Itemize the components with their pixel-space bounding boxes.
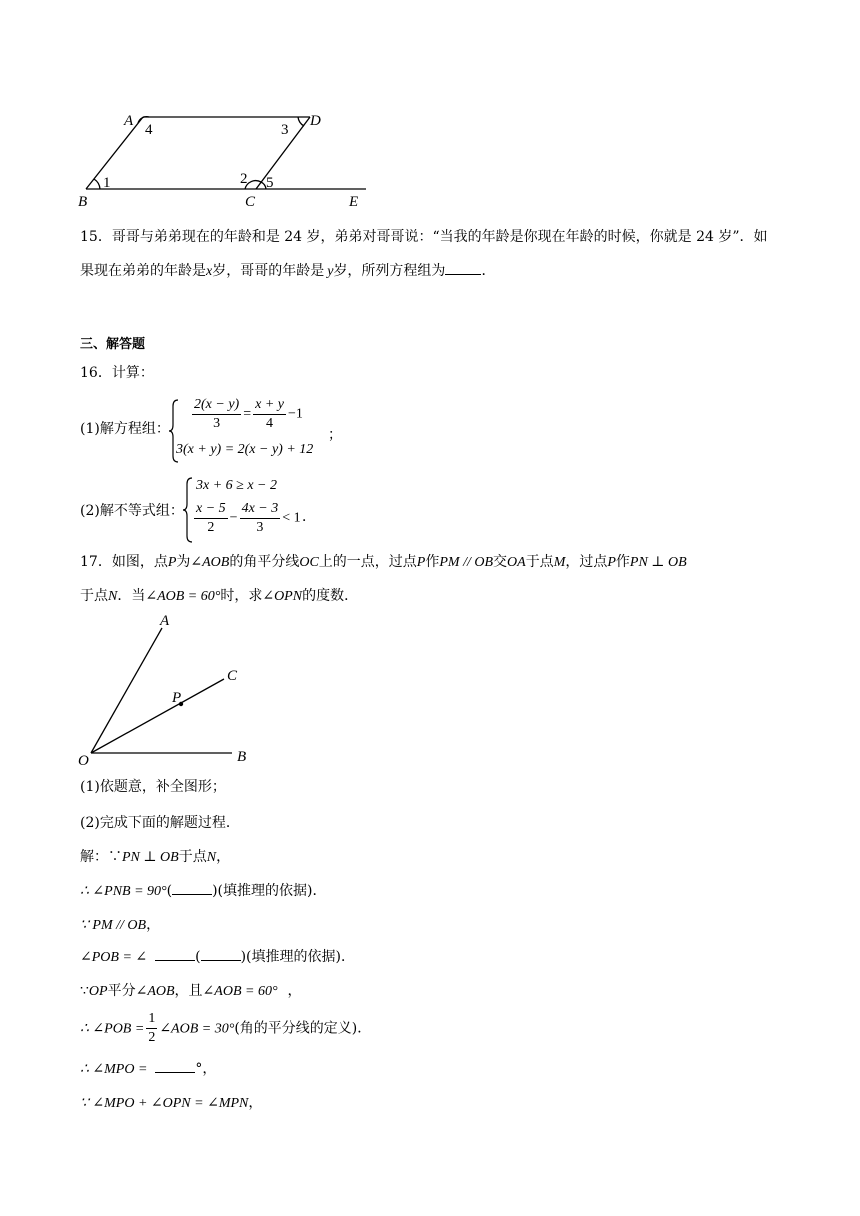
eq1-left-den: 3 [213,416,221,431]
q17-pm-ob: PM // OB [439,555,494,570]
q17-oc: OC [299,555,319,570]
q15-end: ． [481,263,496,279]
q17-t10: 于点 [80,588,108,604]
q16-p2-ineq1: 3x + 6 ≥ x − 2 [196,478,278,493]
s4-a: ( [195,949,201,965]
s2-b: )(填推理的依据)． [212,883,327,899]
ineq2-b-num: 4x − 3 [240,500,281,519]
s7-blank[interactable] [155,1060,195,1073]
q17-line2 [80,585,358,605]
s4-blank-1[interactable] [155,948,195,961]
q17-t5: 作 [425,554,440,570]
s5-c: ，且 [174,983,203,999]
s5-a: ∵ [80,983,89,999]
ineq2-a-num: x − 5 [194,500,228,519]
s2-m: ∴ ∠PNB = 90° [80,884,167,899]
s4-m: ∠POB = ∠ [80,950,148,965]
s1-c: ， [216,849,231,865]
solution-step-5 [80,980,302,1000]
q15-line2 [80,260,495,280]
solution-step-4 [80,946,355,966]
label-a2: A [160,613,170,629]
q17-t6: 交 [493,554,508,570]
label-e: E [349,194,359,210]
q15-answer-blank[interactable] [445,262,481,275]
s2-a: ( [166,883,173,899]
ineq2-a-den: 2 [207,520,215,535]
s8-a: ， [248,1095,263,1111]
q17-t3: 的角平分线 [229,554,300,570]
q16-p2-label: (2)解不等式组： [80,503,184,519]
s5-d: ， [287,983,302,999]
s7-m: ∴ ∠MPO = [80,1062,148,1077]
label-o: O [78,753,89,769]
eq1-right-den: 4 [266,416,274,431]
q17-t13: 的度数． [302,588,359,604]
q17-p1: P [167,555,177,570]
q17-t11: ．当 [117,588,146,604]
eq1-tail: −1 [287,406,303,422]
q17-t2: 为 [176,554,191,570]
solution-step-1 [80,846,230,866]
angle-bisector-figure [76,608,266,770]
label-b2: B [237,749,247,765]
q16-p2-ineq2: $\frac{x - 5}{2}$ − $\frac{4x - 3}{3}$ < 1 [196,501,301,535]
s3-m: ∵ PM // OB [80,918,147,933]
q17-p2: P [416,555,426,570]
s1-b: 于点 [178,849,207,865]
q17-aob: ∠AOB [190,555,230,570]
s6-a: (角的平分线的定义)． [234,1020,372,1037]
s4-b: )(填推理的依据)． [240,949,355,965]
q17-t7: 于点 [525,554,554,570]
label-a: A [124,113,134,129]
s5-m: OP [88,984,108,999]
eq1-right-num: x + y [253,396,286,415]
s5-m2: ∠AOB [135,984,175,999]
segment-ab [86,117,143,189]
angle-3-arc [298,117,304,126]
q15-var-y: y [327,264,334,279]
q15-line1: 15．哥哥与弟弟现在的年龄和是 24 岁，弟弟对哥哥说：“当我的年龄是你现在年龄的时候，你就是 24 岁”．如 [80,229,768,245]
solution-step-2 [80,880,326,900]
q15-text-b: 岁，哥哥的年龄是 [212,263,325,279]
label-p: P [172,690,182,706]
s3-a: ， [146,917,161,933]
q17-t12: 时，求 [220,588,263,604]
q16-p1-eq2: 3(x + y) = 2(x − y) + 12 [176,442,314,457]
q17-opn: ∠OPN [262,589,303,604]
label-b: B [78,194,88,210]
ineq2-tail: < 1 [282,510,301,526]
s6-m2: ∠AOB = 30° [159,1021,235,1037]
q17-p3: P [607,555,616,570]
q17-t8: ，过点 [565,554,608,570]
label-c: C [245,194,256,210]
ray-oa [91,628,162,753]
q16-p1-label: (1)解方程组： [80,421,170,437]
solution-step-6 [80,1010,371,1047]
label-c2: C [227,668,238,684]
s7-a: °， [195,1061,217,1077]
solution-step-3 [80,914,160,934]
s2-blank[interactable] [172,882,212,895]
s4-blank-2[interactable] [201,948,241,961]
eq1-left-num: 2(x − y) [192,396,241,415]
q15-text-c: 岁，所列方程组为 [333,263,446,279]
q17-sub2: (2)完成下面的解题过程． [80,815,240,831]
s6-den: 2 [148,1030,156,1045]
q17-t9: 作 [615,554,630,570]
q15-text-a: 果现在弟弟的年龄是 [80,263,206,279]
section-title: 三、解答题 [80,337,146,352]
label-1: 1 [103,175,111,191]
parallelogram-figure [70,106,380,210]
q17-oa: OA [507,555,526,570]
ray-oc [91,679,224,753]
label-3: 3 [281,122,289,138]
s6-m: ∴ ∠POB = [80,1021,145,1037]
s1-a: 解：∵ [80,849,122,865]
s1-m: PN ⊥ OB [122,850,179,865]
q17-sub1: (1)依题意，补全图形； [80,779,226,795]
ineq2-b-den: 3 [256,520,264,535]
q17-aob60: ∠AOB = 60° [145,589,221,604]
label-4: 4 [145,122,153,138]
s5-m3: ∠AOB = 60° [202,984,278,999]
s8-m: ∵ ∠MPO + ∠OPN = ∠MPN [80,1096,249,1111]
q17-t4: 上的一点，过点 [318,554,417,570]
s6-num: 1 [146,1010,157,1029]
q16-p1-eq1: $\frac{2(x - y)}{3}$ = $\frac{x + y}{4}$ −1 [194,397,303,431]
q17-m: M [553,555,566,570]
q17-n: N [108,589,118,604]
solution-step-8 [80,1092,262,1112]
angle-1-arc [94,179,100,189]
q16-p1-end: ； [328,427,342,443]
label-d: D [310,113,321,129]
q17-line1 [80,551,687,571]
q17-pn-ob: PN ⊥ OB [629,555,687,570]
solution-step-7 [80,1058,216,1078]
label-2: 2 [240,171,248,187]
q16-intro: 16．计算： [80,365,154,381]
label-5: 5 [266,175,274,191]
q15-var-x: x [206,264,213,279]
s5-b: 平分 [107,983,136,999]
q17-t1: 17．如图，点 [80,554,168,570]
s1-n: N [206,850,217,865]
q16-p2-end: ． [302,509,316,525]
